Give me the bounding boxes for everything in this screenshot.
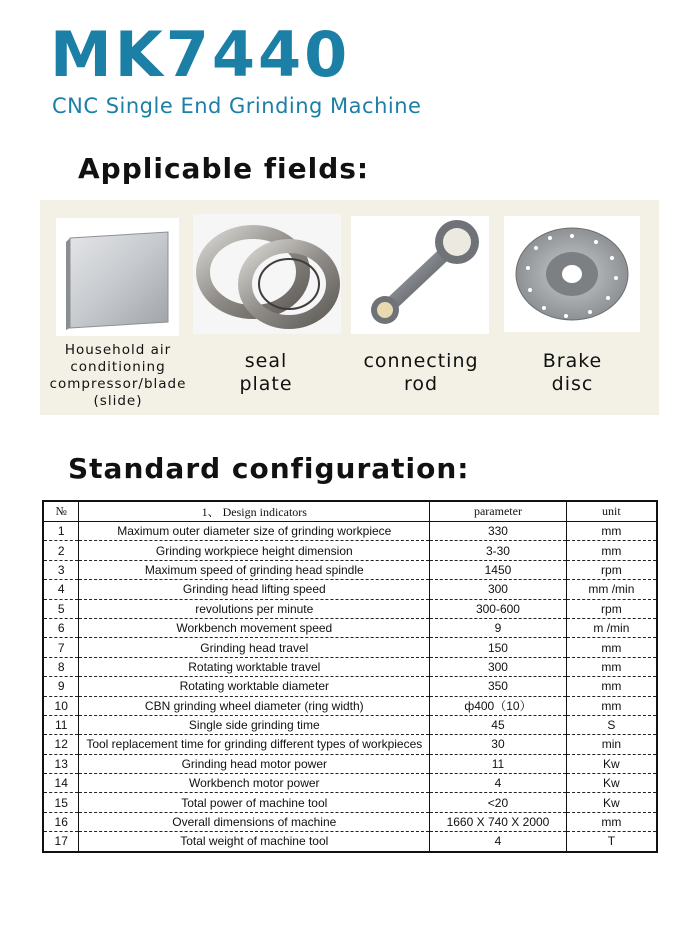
applicable-fields-title: Applicable fields: xyxy=(78,152,370,185)
table-row xyxy=(43,541,657,560)
row-parameter: 330 xyxy=(430,522,567,541)
table-row xyxy=(43,560,657,579)
row-number: 17 xyxy=(43,832,79,852)
row-unit: rpm xyxy=(566,560,657,579)
row-indicator: Total weight of machine tool xyxy=(79,832,430,852)
row-number: 12 xyxy=(43,735,79,754)
row-unit: T xyxy=(566,832,657,852)
row-unit: mm xyxy=(566,638,657,657)
table-row xyxy=(43,522,657,541)
row-parameter: 1450 xyxy=(430,560,567,579)
row-number: 3 xyxy=(43,560,79,579)
machine-subtitle: CNC Single End Grinding Machine xyxy=(52,94,422,118)
header-number: № xyxy=(43,501,79,522)
row-parameter: 9 xyxy=(430,618,567,637)
row-indicator: Maximum outer diameter size of grinding workpiece xyxy=(79,522,430,541)
row-parameter: 30 xyxy=(430,735,567,754)
field-item-label: connecting rod xyxy=(363,350,479,395)
row-unit: min xyxy=(566,735,657,754)
connecting-rod-image xyxy=(351,216,489,334)
field-item-label: Household air conditioning compressor/blade (slide) xyxy=(49,342,187,409)
row-number: 1 xyxy=(43,522,79,541)
row-parameter: ф400（10） xyxy=(430,696,567,715)
row-parameter: 4 xyxy=(430,774,567,793)
table-row xyxy=(43,618,657,637)
row-number: 11 xyxy=(43,715,79,734)
model-title: MK7440 xyxy=(50,18,351,91)
row-indicator: CBN grinding wheel diameter (ring width) xyxy=(79,696,430,715)
row-number: 15 xyxy=(43,793,79,812)
header-parameter: parameter xyxy=(430,501,567,522)
row-parameter: 45 xyxy=(430,715,567,734)
brake-disc-image xyxy=(504,216,640,332)
row-parameter: 4 xyxy=(430,832,567,852)
row-unit: Kw xyxy=(566,774,657,793)
row-indicator: Overall dimensions of machine xyxy=(79,812,430,831)
applicable-fields-panel xyxy=(40,200,659,415)
row-indicator: Workbench movement speed xyxy=(79,618,430,637)
row-unit: mm xyxy=(566,522,657,541)
row-unit: mm xyxy=(566,541,657,560)
row-unit: mm xyxy=(566,696,657,715)
row-number: 16 xyxy=(43,812,79,831)
configuration-table xyxy=(42,500,658,853)
row-indicator: revolutions per minute xyxy=(79,599,430,618)
row-parameter: 300 xyxy=(430,580,567,599)
row-indicator: Single side grinding time xyxy=(79,715,430,734)
row-unit: mm xyxy=(566,812,657,831)
row-indicator: Workbench motor power xyxy=(79,774,430,793)
table-row xyxy=(43,657,657,676)
row-number: 6 xyxy=(43,618,79,637)
row-parameter: 11 xyxy=(430,754,567,773)
row-indicator: Total power of machine tool xyxy=(79,793,430,812)
row-parameter: 350 xyxy=(430,677,567,696)
header-unit: unit xyxy=(566,501,657,522)
row-unit: mm /min xyxy=(566,580,657,599)
row-indicator: Maximum speed of grinding head spindle xyxy=(79,560,430,579)
row-parameter: 300 xyxy=(430,657,567,676)
table-row xyxy=(43,715,657,734)
table-row xyxy=(43,580,657,599)
field-item-label: seal plate xyxy=(239,350,293,395)
row-parameter: 3-30 xyxy=(430,541,567,560)
row-number: 2 xyxy=(43,541,79,560)
row-indicator: Grinding head lifting speed xyxy=(79,580,430,599)
table-row xyxy=(43,793,657,812)
row-indicator: Grinding head travel xyxy=(79,638,430,657)
row-number: 7 xyxy=(43,638,79,657)
table-row xyxy=(43,599,657,618)
row-number: 10 xyxy=(43,696,79,715)
row-parameter: <20 xyxy=(430,793,567,812)
row-unit: mm xyxy=(566,657,657,676)
header-design-indicators: 1、 Design indicators xyxy=(79,501,430,522)
table-row xyxy=(43,735,657,754)
row-number: 9 xyxy=(43,677,79,696)
row-number: 14 xyxy=(43,774,79,793)
table-row xyxy=(43,638,657,657)
row-number: 4 xyxy=(43,580,79,599)
row-indicator: Tool replacement time for grinding different types of workpieces xyxy=(79,735,430,754)
table-row xyxy=(43,812,657,831)
row-parameter: 300-600 xyxy=(430,599,567,618)
row-indicator: Rotating worktable diameter xyxy=(79,677,430,696)
row-unit: mm xyxy=(566,677,657,696)
row-indicator: Grinding workpiece height dimension xyxy=(79,541,430,560)
row-unit: Kw xyxy=(566,793,657,812)
seal-ring-image xyxy=(193,214,341,334)
standard-configuration-title: Standard configuration: xyxy=(68,452,470,485)
row-number: 5 xyxy=(43,599,79,618)
row-indicator: Rotating worktable travel xyxy=(79,657,430,676)
row-unit: rpm xyxy=(566,599,657,618)
row-number: 8 xyxy=(43,657,79,676)
row-unit: Kw xyxy=(566,754,657,773)
table-row xyxy=(43,832,657,852)
field-item-label: Brake disc xyxy=(542,350,603,395)
row-indicator: Grinding head motor power xyxy=(79,754,430,773)
row-number: 13 xyxy=(43,754,79,773)
row-unit: m /min xyxy=(566,618,657,637)
row-unit: S xyxy=(566,715,657,734)
row-parameter: 1660 X 740 X 2000 xyxy=(430,812,567,831)
table-row xyxy=(43,774,657,793)
table-row xyxy=(43,677,657,696)
table-row xyxy=(43,754,657,773)
metal-blade-image xyxy=(56,218,179,336)
row-parameter: 150 xyxy=(430,638,567,657)
table-header-row xyxy=(43,501,657,522)
table-row xyxy=(43,696,657,715)
